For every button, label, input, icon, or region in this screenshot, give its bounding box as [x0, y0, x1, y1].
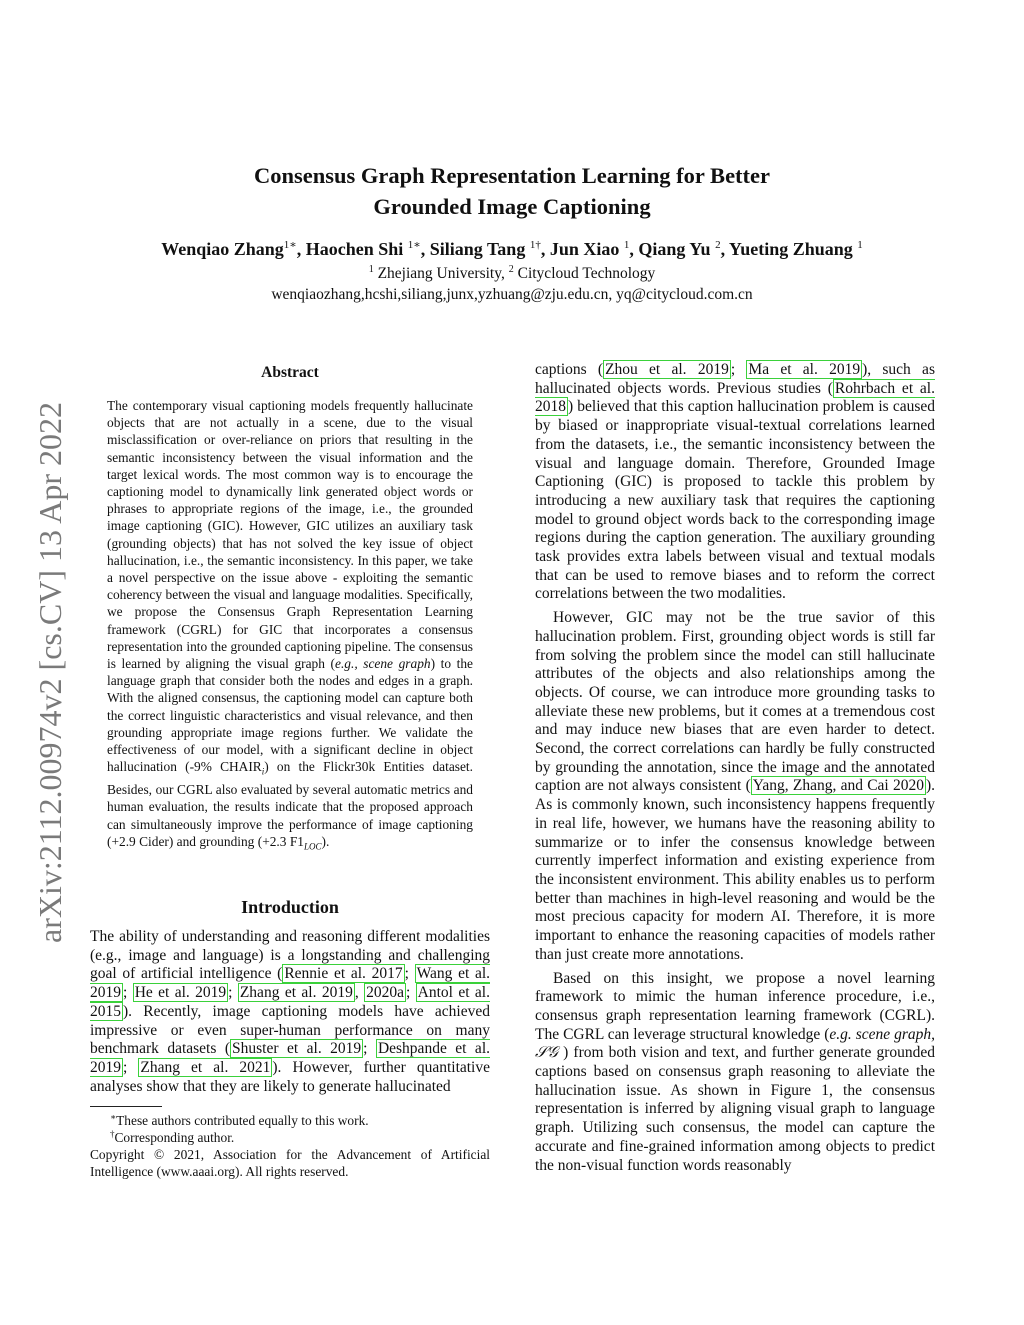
citation-sep: ,: [354, 984, 365, 1002]
citation-link[interactable]: Shuster et al. 2019: [232, 1040, 362, 1058]
citation-link[interactable]: Zhou et al. 2019: [605, 361, 729, 378]
citation-link[interactable]: Zhang et al. 2019: [239, 984, 353, 1002]
abstract-text: ) on the Flickr30k Entities dataset. Besides, our CGRL also evaluated by several automatic metrics and human evaluation, the results indicate that the proposed approach can simultaneously improve the performance of image captioning (+2.9 Cider) and grounding (+2.3 F1: [107, 759, 473, 849]
abstract-heading: Abstract: [261, 364, 319, 381]
footnote-text: These authors contributed equally to this work.: [116, 1113, 369, 1128]
abstract-text: The contemporary visual captioning models frequently hallucinate objects that are not actually in a scene, due to the visual misclassification or over-reliance on priors that resulting in the semantic inconsistency between the visual information and the target lexical words. The most common way is to encourage the captioning model to dynamically link generated object words or phrases to appropriate regions of the image, i.e., the grounded image captioning (GIC). However, GIC utilizes an auxiliary task (grounding objects) that has not solved the key issue of object hallucination, i.e., the semantic inconsistency. In this paper, we take a novel perspective on the issue above - exploiting the semantic coherency between the visual and language modalities. Specifically, we propose the Consensus Graph Representation Learning framework (CGRL) for GIC that incorporates a consensus representation into the grounded captioning pipeline. The consensus is learned by aligning the visual graph (: [107, 398, 473, 672]
footnotes: [90, 1112, 490, 1180]
citation-link[interactable]: Antol et al. 2015: [90, 984, 490, 1020]
author-mark: 1∗: [407, 239, 421, 251]
citation-link[interactable]: Deshpande et al. 2019: [90, 1040, 490, 1076]
footnote-mark: †: [110, 1129, 115, 1139]
body-text: Based on this insight, we propose a novel learning framework to mimic the human inference procedure, i.e., consensus graph representation learning framework (CGRL). The CGRL can leverage structural knowledge (: [535, 969, 935, 1043]
citation-sep: ;: [123, 984, 133, 1002]
body-text: ), such as hallucinated objects words. Previous studies (: [535, 361, 935, 397]
title-line-2: Grounded Image Captioning: [373, 194, 651, 219]
author-mark: 1∗: [283, 239, 297, 251]
intro-text: The ability of understanding and reasoning different modalities (e.g., image and language) is a longstanding and challenging goal of artificial intelligence (: [90, 928, 490, 983]
citation-link[interactable]: Yang, Zhang, and Cai 2020: [752, 777, 924, 795]
citation-link[interactable]: He et al. 2019: [134, 984, 227, 1002]
citation-sep: ;: [363, 1040, 376, 1058]
affil-1: Zhejiang University,: [377, 265, 505, 282]
author-name: Siliang Tang: [429, 239, 526, 259]
affiliations: [0, 263, 1024, 284]
author-name: Jun Xiao: [549, 239, 620, 259]
body-text: ). As is commonly known, such inconsistency happens frequently in real life, however, we humans have the reasoning ability to summarize or to infer the consensus knowledge between currently imperfect information and existing experience from the inconsistent environment. This ability enables us to perform better than machines in high-level reasoning and would be the most precious capacity for modern AI. Therefore, it is more important to enhance the reasoning capacities of models rather than just create more annotations.: [535, 777, 935, 963]
body-text: ) believed that this caption hallucination problem is caused by biased or inappropriate visual-textual correlations learned from the datasets, i.e., the semantic inconsistency between the visual and language domain. Therefore, Grounded Image Captioning (GIC) is proposed to tackle this problem by introducing a new auxiliary task that requires the captioning model to ground object words back to the corresponding image regions during the caption generation. The auxiliary grounding task provides extra labels between visual and textual modals that can be used to remove biases and to reform the correct correlations between the two modalities.: [535, 398, 935, 603]
citation-link[interactable]: Rennie et al. 2017: [284, 965, 403, 983]
citation-sep: ;: [405, 984, 416, 1002]
footnote-divider: [90, 1106, 162, 1107]
abstract-subscript: i: [261, 766, 265, 777]
body-text: captions (: [535, 361, 604, 378]
author-name: Haochen Shi: [305, 239, 404, 259]
body-text: ) from both vision and text, and further generate grounded captions based on consensus graph reasoning to alleviate the hallucination issue. As shown in Figure 1, the consensus representation is inferred by aligning visual graph to language graph. Utilizing such consensus, the model can capture the accurate and fine-grained information among objects to predict the non-visual function words reasonably: [535, 1044, 935, 1174]
citation-sep: ;: [228, 984, 238, 1002]
footnote-mark: ∗: [110, 1112, 117, 1122]
copyright-notice: Copyright © 2021, Association for the Advancement of Artificial Intelligence (www.aaai.org). All rights reserved.: [90, 1147, 490, 1179]
footnote-corresponding: [90, 1129, 490, 1146]
abstract-subscript: LOC: [303, 841, 322, 852]
body-emphasis: e.g. scene graph, 𝒮𝒢: [535, 1025, 935, 1062]
affil-2: Citycloud Technology: [517, 265, 656, 282]
introduction-body: [90, 928, 490, 1096]
paragraph: [535, 361, 935, 604]
citation-sep: ;: [123, 1058, 139, 1076]
author-mark: 2: [715, 239, 721, 251]
arxiv-stamp: arXiv:2112.00974v2 [cs.CV] 13 Apr 2022: [32, 402, 68, 943]
affil-mark-1: 1: [368, 264, 374, 275]
author-name: Qiang Yu: [638, 239, 711, 259]
author-list: Wenqiao Zhang$^{1∗}$, Haochen Shi $^{1∗}$, Siliang Tang $^{1\dagger}$, Jun Xiao $^1$, Qiang Yu $^2$, Yueting Zhuang $^1$: [161, 239, 863, 259]
paragraph: [535, 970, 935, 1176]
affil-mark-2: 2: [508, 264, 514, 275]
citation-sep: ;: [730, 361, 747, 378]
author-name: Wenqiao Zhang: [161, 239, 284, 259]
abstract-text: ).: [321, 833, 330, 849]
citation-link[interactable]: Ma et al. 2019: [748, 361, 861, 378]
introduction-heading: Introduction: [241, 897, 339, 917]
abstract-body: [107, 397, 473, 856]
title-line-1: Consensus Graph Representation Learning for Better: [253, 163, 771, 188]
footnote-equal-contribution: [90, 1112, 490, 1129]
author-mark: 1: [623, 239, 630, 251]
body-text: However, GIC may not be the true savior of this hallucination problem. First, grounding object words is still far from solving the problem since the model can still hallucinate attributes of the objects and also relationships among the objects. Of course, we can introduce more grounding tasks to alleviate these new problems, but it comes at a tremendous cost and may induce new biases that are even harder to detect. Second, the correct correlations can hardly be fully constructed by grounding the annotation, since the image and the annotated caption are not always consistent (: [535, 609, 935, 795]
intro-text: ). However, further quantitative analyses show that they are likely to generate hallucinated: [90, 1058, 490, 1095]
author-mark: 1: [857, 239, 863, 251]
right-column-body: [535, 361, 935, 1175]
author-mark: 1†: [529, 239, 541, 251]
abstract-emphasis: e.g., scene graph: [335, 656, 431, 672]
paragraph: [535, 609, 935, 964]
abstract-text: ) to the language graph that consider both the nodes and edges in a graph. With the aligned consensus, the captioning model can capture both the correct linguistic characteristics and visual relevance, and then grounding appropriate image regions further. We validate the effectiveness of our model, with a significant decline in object hallucination (-9% CHAIR: [107, 656, 473, 775]
author-name: Yueting Zhuang: [728, 239, 853, 259]
citation-link[interactable]: Rohrbach et al. 2018: [535, 379, 935, 416]
intro-text: ). Recently, image captioning models have achieved impressive or even super-human performance on many benchmark datasets (: [90, 1002, 490, 1058]
footnote-text: Corresponding author.: [114, 1130, 235, 1145]
citation-link[interactable]: Zhang et al. 2021: [140, 1058, 271, 1076]
author-emails: wenqiaozhang,hcshi,siliang,junx,yzhuang@zju.edu.cn, yq@citycloud.com.cn: [271, 286, 753, 303]
citation-link[interactable]: 2020a: [366, 984, 404, 1002]
paper-title: [0, 160, 1024, 222]
citation-link[interactable]: Wang et al. 2019: [90, 965, 491, 1002]
citation-sep: ;: [404, 965, 415, 983]
